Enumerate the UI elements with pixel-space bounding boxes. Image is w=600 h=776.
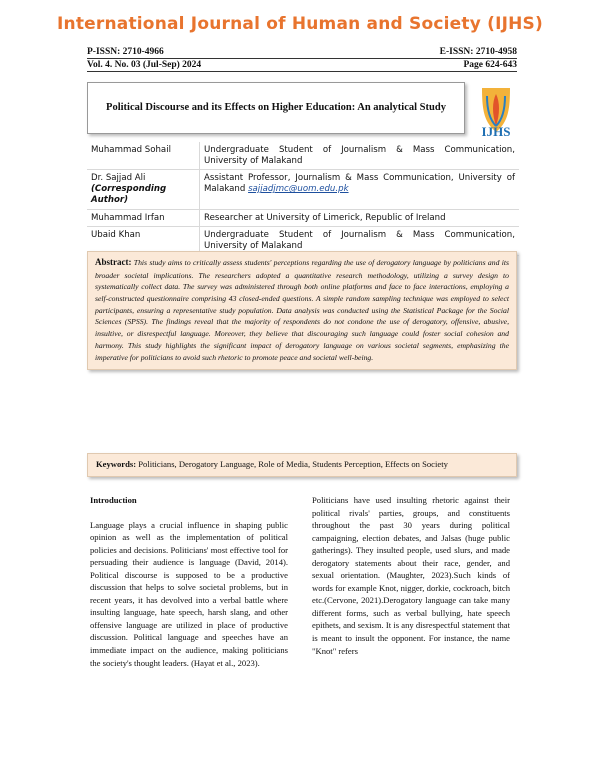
body-paragraph: Language plays a crucial influence in shaping public opinion as well as the implementation of political policies and decisions. Politicians' most effective tool for persuading their audience is language (David, 2014). Political discourse is supposed to be a productive discussion that helps to solve societal problems, but in recent years, it has devolved into a verbal battle where insulting language, hate speech, harsh slang, and other offensive language are utilized in place of productive discussion. Political language and speeches have an immediate impact on the audience, making politicians the society's thought leaders. (Hayat et al., 2023). [90, 519, 288, 668]
header-divider-bottom [87, 71, 517, 72]
journal-title: International Journal of Human and Society (IJHS) [57, 14, 543, 34]
page-range: Page 624-643 [463, 60, 517, 70]
author-email-link[interactable]: sajjadjmc@uom.edu.pk [248, 184, 349, 195]
body-paragraph: Politicians have used insulting rhetoric against their political rivals' parties, groups, and constituents throughout the past 30 years during political campaigning, election debates, and Jalsas (huge public gatherings). They insulted people, used slurs, and made derogatory statements about their race, gender, and sexual orientation. (Maughter, 2023).Such kinds of words for example Knot, nigger, dorkie, cockroach, bitch etc.(Cervone, 2021).Derogatory language can take many different forms, such as verbal bullying, hate speech epithets, and sexism. It is any disrespectful statement that is meant to insult the opponent. For instance, the name "Knot" refers [312, 495, 510, 656]
authors-table [87, 142, 519, 256]
volume-row [87, 60, 517, 70]
author-affiliation: Researcher at University of Limerick, Republic of Ireland [200, 209, 520, 227]
author-affiliation-cell [200, 170, 520, 209]
author-name: Muhammad Irfan [87, 209, 200, 227]
paper-title: Political Discourse and its Effects on Higher Education: An analytical Study [106, 102, 446, 114]
author-row [87, 209, 519, 227]
author-name-cell [87, 170, 200, 209]
p-issn: P-ISSN: 2710-4966 [87, 47, 164, 57]
abstract-box [87, 251, 517, 370]
issn-row [87, 47, 517, 57]
body-column-right [312, 494, 510, 657]
keywords-text: Politicians, Derogatory Language, Role of Media, Students Perception, Effects on Society [138, 459, 448, 469]
author-row [87, 170, 519, 209]
keywords-label: Keywords: [96, 459, 137, 469]
keywords-box [87, 453, 517, 477]
logo-text: IJHS [481, 124, 511, 139]
body-column-left [90, 494, 288, 669]
author-affiliation: Undergraduate Student of Journalism & Mass Communication, University of Malakand [200, 142, 520, 170]
author-name: Ubaid Khan [87, 227, 200, 255]
abstract-label: Abstract: [95, 257, 132, 267]
section-heading-introduction: Introduction [90, 495, 137, 505]
author-name: Muhammad Sohail [87, 142, 200, 170]
author-name: Dr. Sajjad Ali [91, 173, 146, 184]
paper-title-box [87, 82, 465, 134]
corresponding-author-label: (Corresponding Author) [91, 184, 167, 205]
e-issn: E-ISSN: 2710-4958 [439, 47, 517, 57]
author-affiliation: Undergraduate Student of Journalism & Mass Communication, University of Malakand [200, 227, 520, 255]
volume-info: Vol. 4. No. 03 (Jul-Sep) 2024 [87, 60, 202, 70]
author-row [87, 142, 519, 170]
header-divider [87, 58, 517, 59]
author-affiliation: Assistant Professor, Journalism & Mass Communication, University of Malakand [204, 173, 515, 195]
abstract-text: This study aims to critically assess students' perceptions regarding the use of derogatory language by politicians and its broader societal implications. The researchers adopted a quantitative research methodology, utilizing a survey design to systematically collect data. The survey was administered through both online platforms and face to face interactions, employing a self-constructed questionnaire comprising 43 closed-ended questions. A simple random sampling technique was employed to select participants, ensuring a representative study population. Data analysis was conducted using the Statistical Package for the Social Sciences (SPSS). The findings reveal that the majority of respondents do not condone the use of derogatory, offensive, abusive, insultive, or disrespectful language. Moreover, they believe that discouraging such language could foster social cohesion and harmony. This study highlights the significant impact of derogatory language on various societal segments, emphasizing the imperative for politicians to avoid such rhetoric to promote peace and societal well-being. [95, 258, 509, 362]
